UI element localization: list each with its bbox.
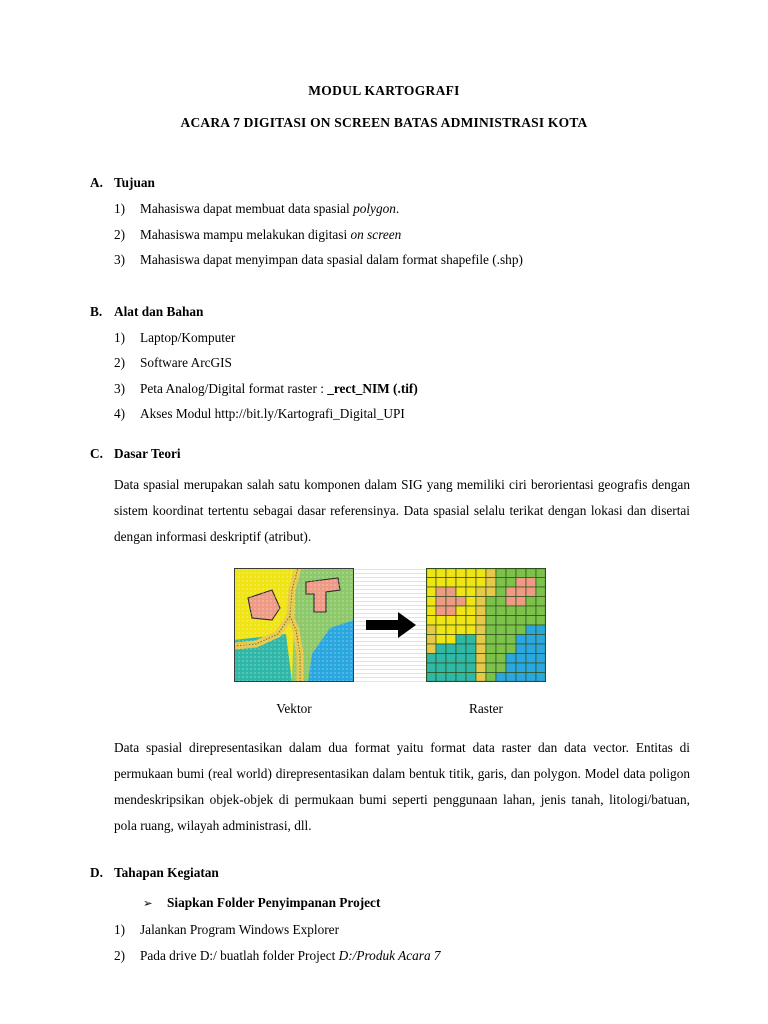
right-arrow-icon	[354, 568, 426, 682]
raster-cell	[536, 587, 546, 597]
section-a-letter: A.	[90, 175, 103, 190]
raster-cell	[466, 597, 476, 607]
raster-cell	[536, 673, 546, 683]
raster-cell	[496, 597, 506, 607]
raster-cell	[536, 663, 546, 673]
list-text-plain: Peta Analog/Digital format raster :	[140, 380, 328, 396]
raster-cell	[516, 597, 526, 607]
raster-cell	[476, 597, 486, 607]
raster-cell	[506, 625, 516, 635]
raster-cell	[486, 663, 496, 673]
raster-cell	[476, 578, 486, 588]
raster-cell	[436, 673, 446, 683]
raster-cell	[476, 654, 486, 664]
raster-cell	[426, 578, 436, 588]
raster-cell	[456, 663, 466, 673]
raster-cell	[466, 606, 476, 616]
caption-spacer	[354, 701, 426, 717]
list-text-plain: Jalankan Program Windows Explorer	[140, 922, 339, 938]
raster-cell	[526, 587, 536, 597]
list-item	[90, 406, 690, 422]
raster-cell	[446, 625, 456, 635]
raster-cell	[506, 663, 516, 673]
list-item	[90, 922, 690, 938]
raster-cell	[516, 616, 526, 626]
raster-cell	[456, 568, 466, 578]
document-subtitle: ACARA 7 DIGITASI ON SCREEN BATAS ADMINISTRASI KOTA	[180, 114, 588, 130]
raster-cell	[486, 635, 496, 645]
section-a-list	[90, 201, 690, 268]
raster-cell	[536, 578, 546, 588]
section-d-list	[90, 922, 690, 964]
raster-cell	[496, 673, 506, 683]
raster-cell	[466, 654, 476, 664]
vector-raster-figure	[90, 568, 690, 717]
raster-cell	[536, 644, 546, 654]
list-text-italic: D:/Produk Acara 7	[338, 947, 441, 963]
raster-cell	[436, 606, 446, 616]
raster-cell	[426, 587, 436, 597]
list-marker: 2)	[114, 947, 126, 963]
raster-cell	[456, 673, 466, 683]
raster-cell	[426, 663, 436, 673]
section-b-letter: B.	[90, 303, 103, 319]
raster-cell	[476, 663, 486, 673]
section-b-title: Alat dan Bahan	[114, 303, 204, 319]
section-d-tahapan-kegiatan	[90, 865, 690, 964]
raster-cell	[476, 616, 486, 626]
raster-cell	[496, 635, 506, 645]
raster-cell	[486, 587, 496, 597]
raster-cell	[436, 578, 446, 588]
raster-panel	[426, 568, 546, 682]
raster-cell	[506, 635, 516, 645]
list-item	[90, 252, 690, 268]
raster-cell	[536, 635, 546, 645]
raster-cell	[516, 663, 526, 673]
raster-cell	[506, 616, 516, 626]
raster-cell	[516, 606, 526, 616]
vector-panel	[234, 568, 354, 682]
raster-cell	[496, 625, 506, 635]
raster-cell	[436, 644, 446, 654]
raster-cell	[456, 578, 466, 588]
list-text-plain: Mahasiswa dapat membuat data spasial	[140, 201, 354, 216]
raster-cell	[506, 606, 516, 616]
raster-cell	[536, 616, 546, 626]
section-a-heading	[90, 175, 690, 191]
list-item	[90, 330, 690, 346]
raster-cell	[516, 568, 526, 578]
raster-cell	[516, 673, 526, 683]
raster-cell	[476, 644, 486, 654]
raster-cell	[446, 568, 456, 578]
raster-cell	[456, 644, 466, 654]
raster-cell	[526, 654, 536, 664]
raster-cell	[466, 663, 476, 673]
raster-cell	[426, 673, 436, 683]
raster-cell	[496, 654, 506, 664]
raster-cell	[446, 644, 456, 654]
section-b-alat-dan-bahan	[90, 304, 690, 423]
raster-cell	[436, 616, 446, 626]
raster-cell	[476, 625, 486, 635]
raster-cell	[476, 606, 486, 616]
raster-cell	[496, 616, 506, 626]
raster-cell	[456, 654, 466, 664]
vector-map-graphic	[234, 568, 354, 682]
list-text	[140, 381, 690, 397]
section-b-heading	[90, 304, 690, 320]
raster-cell	[426, 635, 436, 645]
list-text	[140, 948, 690, 964]
raster-cell	[426, 597, 436, 607]
list-item	[90, 948, 690, 964]
caption-raster: Raster	[469, 701, 503, 717]
list-text-italic: on screen	[350, 226, 402, 242]
section-c-heading	[90, 446, 690, 462]
raster-cell	[506, 673, 516, 683]
raster-cell	[506, 644, 516, 654]
raster-cell	[486, 606, 496, 616]
raster-cell	[506, 597, 516, 607]
raster-cell	[476, 587, 486, 597]
raster-cell	[476, 673, 486, 683]
list-text-italic: polygon	[353, 201, 396, 216]
figure-captions	[234, 701, 546, 717]
list-text-plain: Mahasiswa dapat menyimpan data spasial dalam format shapefile (.shp)	[140, 252, 523, 267]
raster-cell	[516, 578, 526, 588]
document-header	[0, 0, 768, 129]
section-d-letter: D.	[90, 865, 103, 881]
raster-cell	[466, 616, 476, 626]
sub-bullet-siapkan-folder	[143, 895, 690, 911]
raster-cell	[496, 578, 506, 588]
raster-cell	[436, 663, 446, 673]
list-item	[90, 381, 690, 397]
raster-cell	[446, 587, 456, 597]
list-marker: 1)	[114, 329, 126, 345]
raster-cell	[436, 597, 446, 607]
raster-cell	[516, 625, 526, 635]
section-c-title: Dasar Teori	[114, 445, 181, 461]
list-item	[90, 355, 690, 371]
raster-cell	[536, 654, 546, 664]
raster-cell	[446, 597, 456, 607]
dasar-teori-paragraph-1: Data spasial merupakan salah satu komponen dalam SIG yang memiliki ciri berorientasi geografis dengan sistem koordinat tertentu sebagai dasar referensinya. Data spasial selalu terikat dengan lokasi dan disertai dengan informasi deskriptif (atribut).	[114, 476, 690, 545]
raster-cell	[496, 568, 506, 578]
raster-cell	[456, 625, 466, 635]
list-text-plain: Laptop/Komputer	[140, 329, 236, 345]
raster-cell	[436, 654, 446, 664]
list-text-plain: Mahasiswa mampu melakukan digitasi	[140, 226, 351, 242]
raster-cell	[536, 625, 546, 635]
section-a-title: Tujuan	[114, 175, 155, 190]
transform-arrow	[354, 568, 426, 682]
raster-cell	[426, 654, 436, 664]
list-item	[90, 201, 690, 217]
list-text-bold: _rect_NIM (.tif)	[327, 380, 418, 396]
raster-cell	[466, 673, 476, 683]
raster-cell	[506, 568, 516, 578]
raster-cell	[466, 587, 476, 597]
raster-cell	[486, 644, 496, 654]
raster-cell	[436, 568, 446, 578]
list-text	[140, 355, 690, 371]
raster-cell	[426, 616, 436, 626]
raster-cell	[486, 673, 496, 683]
raster-cell	[456, 616, 466, 626]
raster-cell	[496, 663, 506, 673]
raster-cell	[486, 625, 496, 635]
raster-cell	[426, 606, 436, 616]
section-b-list	[90, 330, 690, 423]
raster-cell	[526, 625, 536, 635]
raster-cell	[496, 606, 506, 616]
section-d-title: Tahapan Kegiatan	[114, 865, 219, 881]
raster-cell	[426, 625, 436, 635]
raster-cell	[516, 635, 526, 645]
raster-cell	[486, 568, 496, 578]
raster-cell	[466, 578, 476, 588]
raster-cell	[496, 587, 506, 597]
raster-cell	[476, 568, 486, 578]
raster-cell	[426, 568, 436, 578]
raster-cell	[446, 663, 456, 673]
raster-cell	[436, 625, 446, 635]
section-d-heading	[90, 865, 690, 881]
raster-cell	[466, 635, 476, 645]
raster-grid-graphic	[426, 568, 546, 682]
section-c-dasar-teori	[90, 446, 690, 840]
raster-cell	[526, 663, 536, 673]
raster-cell	[456, 635, 466, 645]
list-marker: 3)	[114, 380, 126, 396]
document-body	[90, 175, 690, 964]
raster-cell	[466, 568, 476, 578]
raster-cell	[456, 597, 466, 607]
section-c-letter: C.	[90, 445, 103, 461]
raster-cell	[486, 578, 496, 588]
raster-cell	[496, 644, 506, 654]
raster-cell	[456, 587, 466, 597]
list-text-plain: Akses Modul http://bit.ly/Kartografi_Digital_UPI	[140, 406, 405, 421]
list-text	[140, 330, 690, 346]
raster-cell	[526, 635, 536, 645]
raster-cell	[446, 673, 456, 683]
document-title: MODUL KARTOGRAFI	[308, 83, 460, 98]
raster-cell	[486, 616, 496, 626]
raster-cell	[506, 578, 516, 588]
list-text	[140, 406, 690, 422]
list-text	[140, 252, 690, 268]
raster-cell	[536, 606, 546, 616]
sub-bullet-label: Siapkan Folder Penyimpanan Project	[167, 895, 381, 911]
raster-cell	[486, 654, 496, 664]
section-a-tujuan	[90, 175, 690, 268]
raster-cell	[526, 606, 536, 616]
raster-cell	[436, 635, 446, 645]
raster-cell	[446, 654, 456, 664]
raster-cell	[526, 616, 536, 626]
raster-cell	[516, 654, 526, 664]
list-text	[140, 922, 690, 938]
raster-cell	[516, 587, 526, 597]
list-text	[140, 201, 690, 217]
list-text-tail: .	[395, 201, 400, 216]
raster-cell	[446, 606, 456, 616]
raster-cell	[526, 578, 536, 588]
raster-cell	[466, 625, 476, 635]
figure-image	[234, 568, 546, 682]
raster-cell	[426, 644, 436, 654]
list-text-plain: Pada drive D:/ buatlah folder Project	[140, 947, 339, 963]
list-marker: 1)	[114, 922, 126, 938]
raster-cell	[526, 568, 536, 578]
dasar-teori-paragraph-2: Data spasial direpresentasikan dalam dua format yaitu format data raster dan data vector. Entitas di permukaan bumi (real world) direpresentasikan dalam bentuk titik, garis, dan polygon. Model data poligon mendeskripsikan objek-objek di permukaan bumi seperti penggunaan lahan, jenis tanah, litologi/batuan, pola ruang, wilayah administrasi, dll.	[114, 740, 690, 834]
raster-cell	[446, 635, 456, 645]
caption-vektor: Vektor	[276, 701, 312, 717]
list-marker: 2)	[114, 355, 126, 370]
raster-cell	[506, 587, 516, 597]
raster-cell	[516, 644, 526, 654]
raster-cell	[466, 644, 476, 654]
raster-cell	[526, 673, 536, 683]
list-marker: 3)	[114, 252, 126, 267]
raster-cell	[536, 597, 546, 607]
raster-cell	[436, 587, 446, 597]
list-text	[140, 227, 690, 243]
raster-cell	[526, 597, 536, 607]
list-item	[90, 227, 690, 243]
raster-cell	[526, 644, 536, 654]
raster-cell	[446, 616, 456, 626]
list-marker: 2)	[114, 226, 126, 242]
raster-cell	[476, 635, 486, 645]
list-marker: 4)	[114, 406, 126, 421]
raster-cell	[506, 654, 516, 664]
raster-cell	[486, 597, 496, 607]
list-marker: 1)	[114, 201, 126, 216]
list-text-plain: Software ArcGIS	[140, 355, 232, 370]
raster-cell	[446, 578, 456, 588]
raster-cell	[456, 606, 466, 616]
raster-cell	[536, 568, 546, 578]
arrow-bullet-icon: ➢	[143, 896, 153, 911]
